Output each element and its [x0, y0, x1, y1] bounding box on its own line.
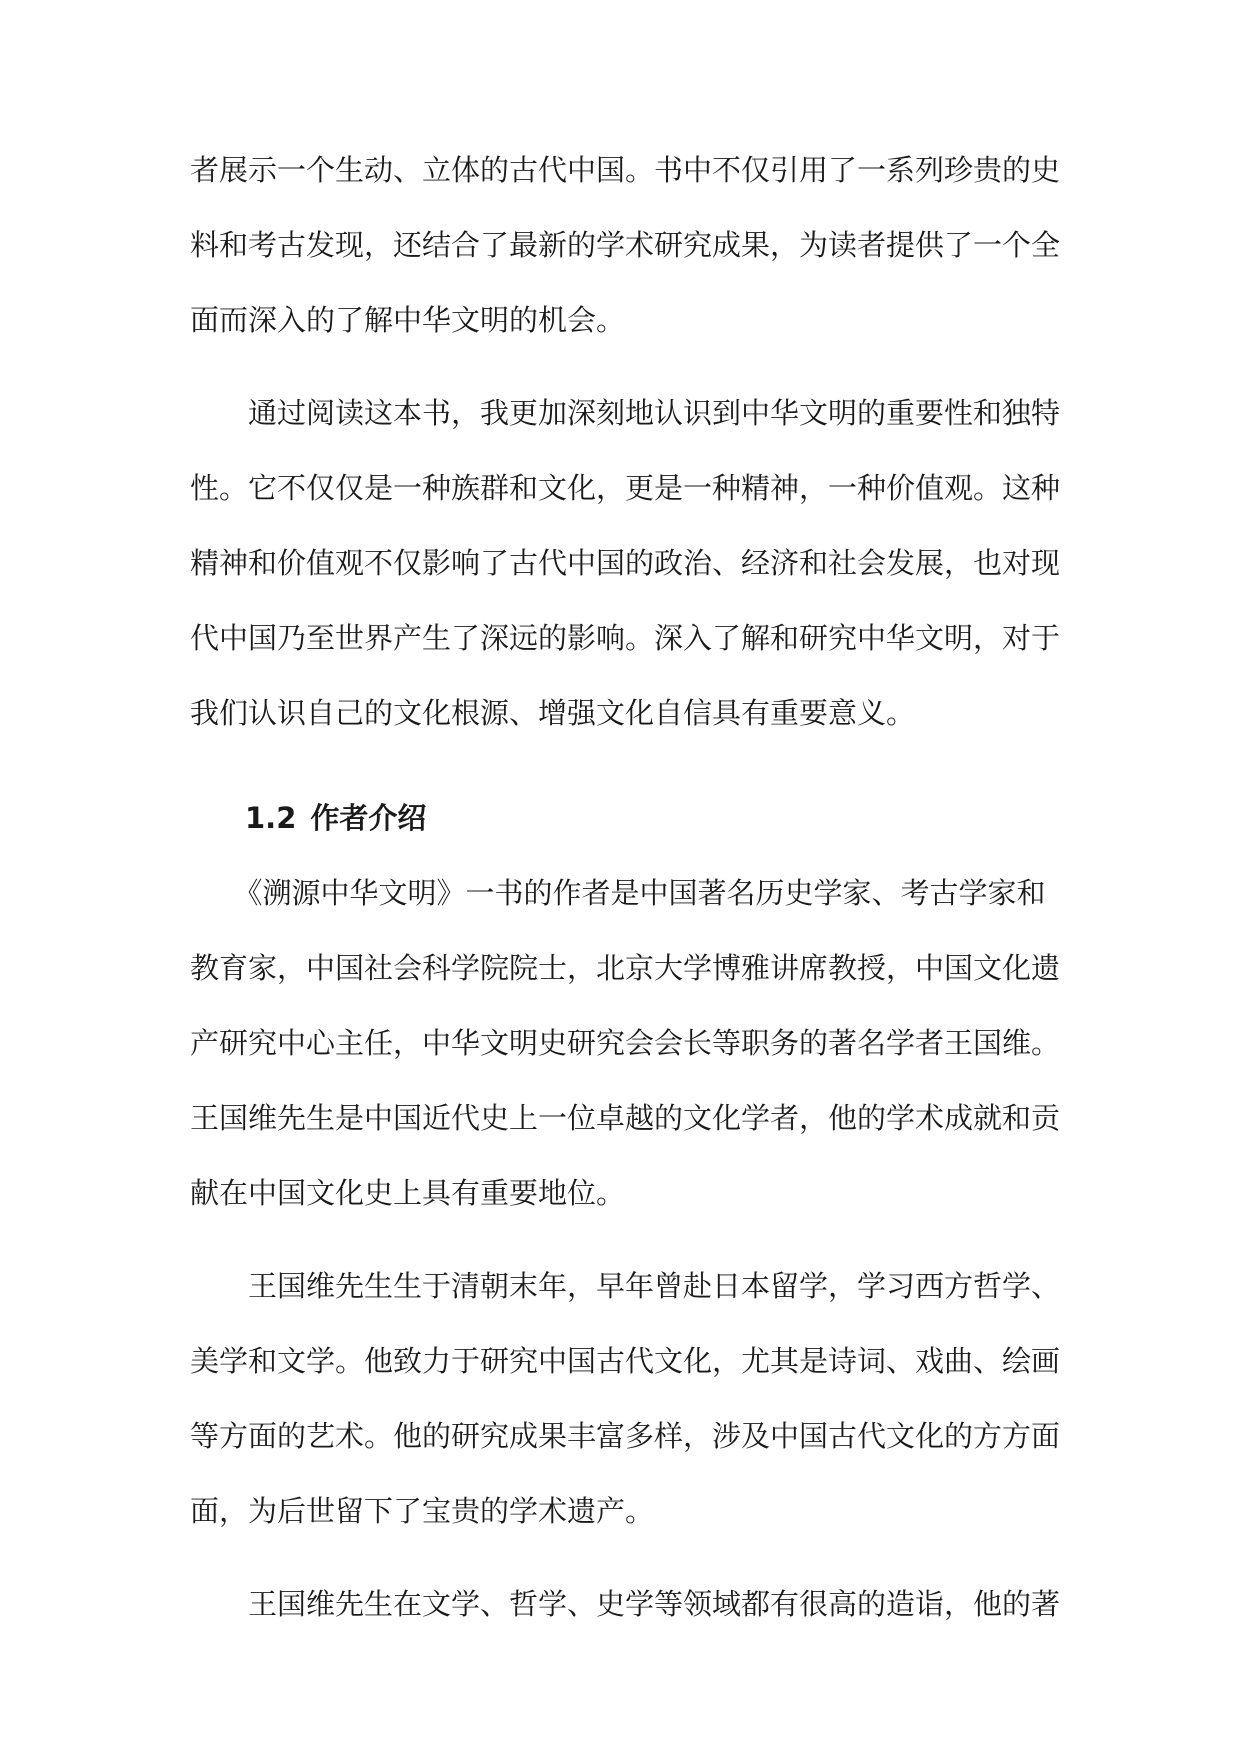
text-line: 《溯源中华文明》一书的作者是中国著名历史学家、考古学家和	[190, 876, 1046, 910]
text-line: 王国维先生在文学、哲学、史学等领域都有很高的造诣，他的著	[190, 1587, 1061, 1621]
text-line: 教育家，中国社会科学院院士，北京大学博雅讲席教授，中国文化遗	[190, 951, 1061, 985]
text-line: 性。它不仅仅是一种族群和文化，更是一种精神，一种价值观。这种	[190, 471, 1061, 505]
paragraph	[190, 863, 1061, 1238]
text-line: 精神和价值观不仅影响了古代中国的政治、经济和社会发展，也对现	[190, 546, 1061, 580]
text-line: 王国维先生是中国近代史上一位卓越的文化学者，他的学术成就和贡	[190, 1101, 1061, 1135]
paragraph	[190, 140, 1061, 365]
text-line: 我们认识自己的文化根源、增强文化自信具有重要意义。	[190, 696, 916, 730]
document-body	[190, 140, 1061, 1649]
text-line: 献在中国文化史上具有重要地位。	[190, 1176, 626, 1210]
text-line: 王国维先生生于清朝末年，早年曾赴日本留学，学习西方哲学、	[190, 1269, 1061, 1303]
text-line: 通过阅读这本书，我更加深刻地认识到中华文明的重要性和独特	[190, 396, 1061, 430]
section-heading	[190, 788, 1050, 863]
text-line: 者展示一个生动、立体的古代中国。书中不仅引用了一系列珍贵的史	[190, 153, 1061, 187]
text-line: 等方面的艺术。他的研究成果丰富多样，涉及中国古代文化的方方面	[190, 1419, 1061, 1453]
text-line: 美学和文学。他致力于研究中国古代文化，尤其是诗词、戏曲、绘画	[190, 1344, 1061, 1378]
text-line: 面，为后世留下了宝贵的学术遗产。	[190, 1494, 655, 1528]
text-line: 代中国乃至世界产生了深远的影响。深入了解和研究中华文明，对于	[190, 621, 1061, 655]
paragraph	[190, 1256, 1061, 1556]
text-line: 产研究中心主任，中华文明史研究会会长等职务的著名学者王国维。	[190, 1026, 1061, 1060]
paragraph	[190, 383, 1061, 758]
text-line: 面而深入的了解中华文明的机会。	[190, 303, 626, 337]
paragraph	[190, 1574, 1061, 1649]
section-title: 作者介绍	[310, 801, 427, 835]
text-line: 料和考古发现，还结合了最新的学术研究成果，为读者提供了一个全	[190, 228, 1061, 262]
section-number: 1.2	[245, 801, 297, 835]
